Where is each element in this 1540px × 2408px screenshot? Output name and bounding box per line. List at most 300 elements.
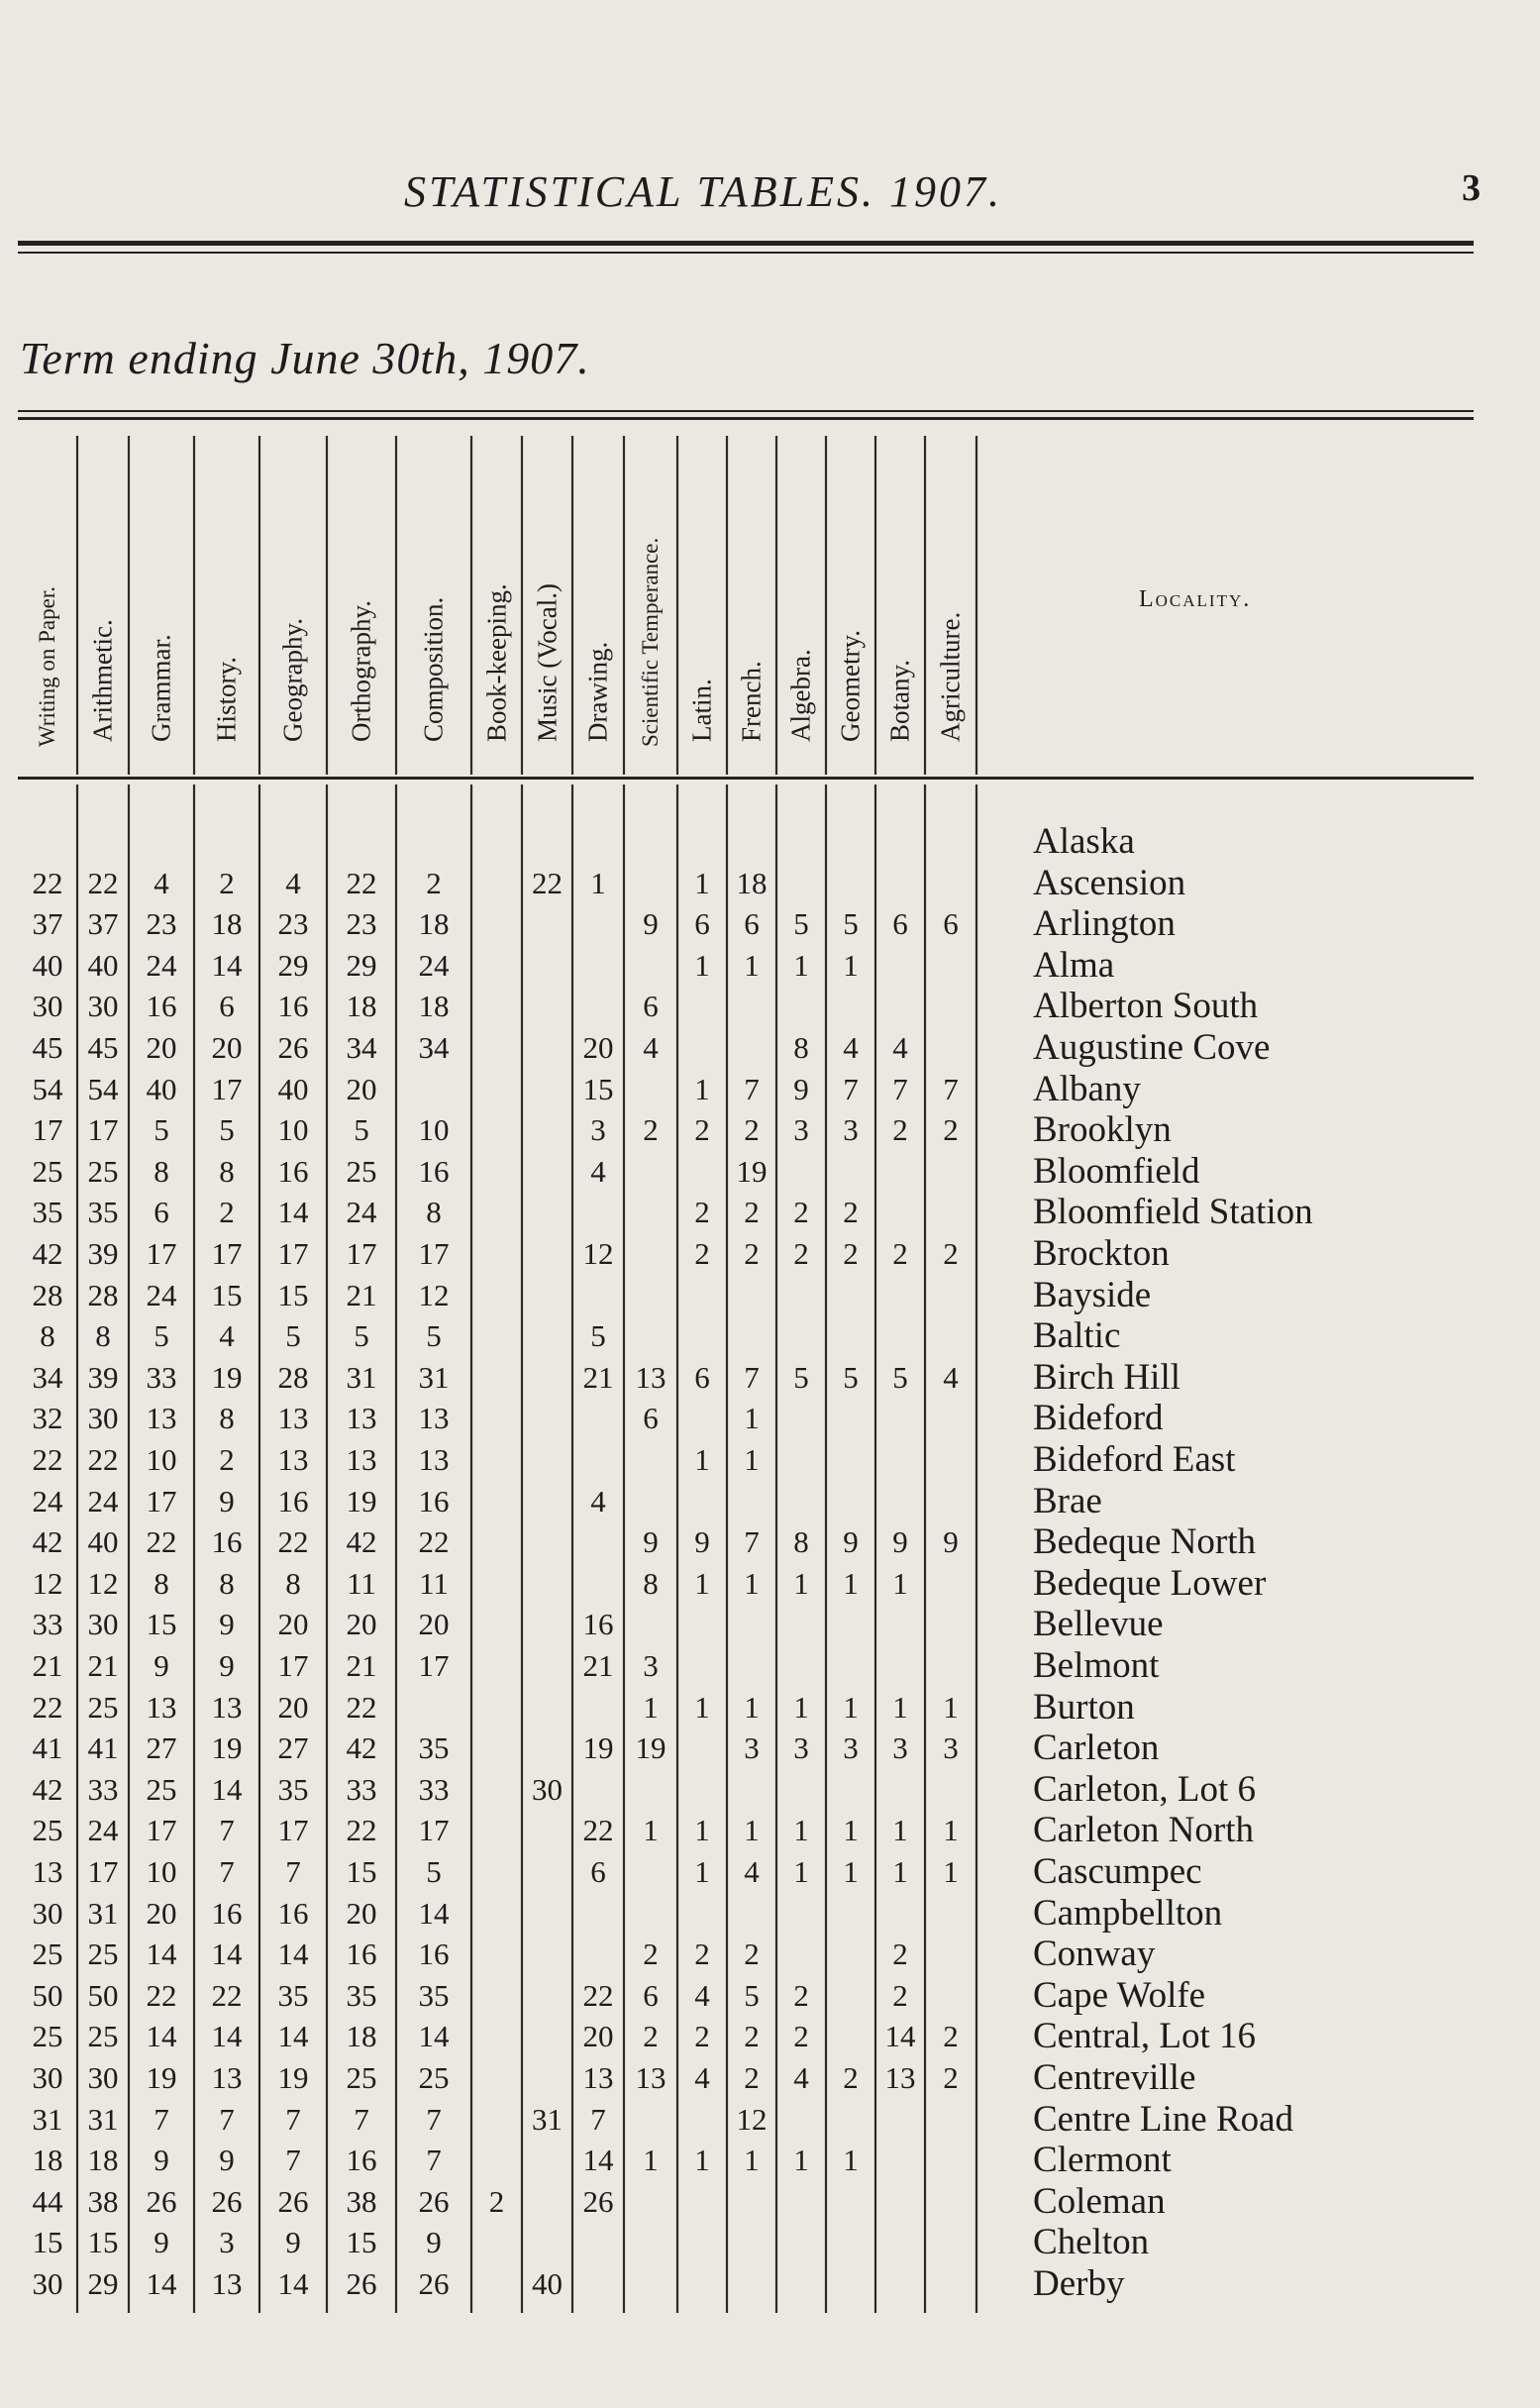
table-cell: 12 bbox=[582, 1236, 614, 1271]
table-cell: 1 bbox=[843, 1565, 859, 1601]
table-cell: 7 bbox=[426, 2143, 442, 2178]
table-cell: 24 bbox=[346, 1195, 377, 1230]
table-cell: 14 bbox=[582, 2143, 614, 2178]
table-cell: 13 bbox=[418, 1442, 450, 1477]
table-cell: 35 bbox=[277, 1771, 309, 1807]
table-cell: 25 bbox=[32, 1153, 63, 1189]
table-cell: 1 bbox=[793, 947, 809, 983]
column-header bbox=[624, 436, 677, 773]
table-cell: 8 bbox=[219, 1401, 235, 1436]
table-cell: 17 bbox=[211, 1071, 243, 1106]
table-cell: 13 bbox=[211, 2266, 243, 2301]
table-cell: 40 bbox=[277, 1071, 309, 1106]
table-cell: 12 bbox=[736, 2101, 768, 2137]
table-cell: 3 bbox=[843, 1112, 859, 1148]
table-cell: 26 bbox=[277, 2183, 309, 2219]
table-cell: 33 bbox=[146, 1359, 177, 1395]
table-cell: 2 bbox=[943, 1112, 959, 1148]
table-cell: 38 bbox=[346, 2183, 377, 2219]
table-cell: 18 bbox=[87, 2143, 119, 2178]
table-cell: 23 bbox=[146, 906, 177, 942]
locality-name: Coleman bbox=[1033, 2180, 1166, 2222]
table-cell: 20 bbox=[277, 1607, 309, 1642]
table-cell: 30 bbox=[87, 1607, 119, 1642]
top-rule-thick bbox=[18, 241, 1474, 246]
locality-name: Bideford East bbox=[1033, 1439, 1236, 1480]
locality-name: Bloomfield Station bbox=[1033, 1192, 1313, 1233]
table-cell: 35 bbox=[346, 1977, 377, 2013]
table-cell: 5 bbox=[154, 1112, 169, 1148]
table-cell: 22 bbox=[346, 1689, 377, 1725]
table-cell: 24 bbox=[87, 1813, 119, 1848]
table-cell: 2 bbox=[892, 1977, 908, 2013]
locality-name: Central, Lot 16 bbox=[1033, 2016, 1257, 2057]
table-cell: 22 bbox=[532, 865, 563, 900]
table-cell: 1 bbox=[744, 2143, 760, 2178]
table-cell: 18 bbox=[418, 906, 450, 942]
table-cell: 25 bbox=[32, 1937, 63, 1972]
table-cell: 22 bbox=[146, 1977, 177, 2013]
table-cell: 17 bbox=[211, 1236, 243, 1271]
table-cell: 8 bbox=[95, 1318, 111, 1354]
locality-name: Brooklyn bbox=[1033, 1109, 1172, 1151]
column-header-label: Algebra. bbox=[785, 649, 816, 742]
table-cell: 2 bbox=[694, 1937, 710, 1972]
table-cell: 45 bbox=[32, 1030, 63, 1065]
locality-name: Campbellton bbox=[1033, 1892, 1223, 1934]
table-cell: 31 bbox=[32, 2101, 63, 2137]
table-cell: 14 bbox=[277, 2019, 309, 2054]
table-cell: 1 bbox=[643, 1689, 659, 1725]
table-cell: 17 bbox=[418, 1813, 450, 1848]
table-cell: 3 bbox=[892, 1730, 908, 1766]
table-cell: 25 bbox=[87, 1153, 119, 1189]
table-cell: 12 bbox=[87, 1565, 119, 1601]
table-cell: 7 bbox=[285, 1854, 301, 1889]
table-cell: 40 bbox=[87, 1524, 119, 1560]
table-cell: 21 bbox=[582, 1359, 614, 1395]
table-cell: 30 bbox=[32, 1895, 63, 1931]
column-header-label: Arithmetic. bbox=[87, 619, 118, 742]
column-header-label: Drawing. bbox=[582, 641, 613, 742]
table-cell: 7 bbox=[219, 2101, 235, 2137]
table-cell: 2 bbox=[843, 1236, 859, 1271]
table-cell: 25 bbox=[32, 1813, 63, 1848]
table-cell: 40 bbox=[532, 2266, 563, 2301]
locality-name: Bideford bbox=[1033, 1398, 1164, 1439]
column-header-label: Botany. bbox=[884, 660, 915, 742]
table-cell: 15 bbox=[211, 1277, 243, 1312]
table-cell: 2 bbox=[694, 1236, 710, 1271]
table-cell: 4 bbox=[694, 2060, 710, 2095]
table-cell: 5 bbox=[744, 1977, 760, 2013]
table-cell: 2 bbox=[744, 1937, 760, 1972]
top-rule-thin bbox=[18, 252, 1474, 254]
locality-name: Bedeque North bbox=[1033, 1521, 1257, 1563]
table-cell: 1 bbox=[744, 1813, 760, 1848]
table-cell: 1 bbox=[892, 1689, 908, 1725]
table-cell: 21 bbox=[346, 1648, 377, 1683]
table-cell: 1 bbox=[793, 1813, 809, 1848]
locality-name: Conway bbox=[1033, 1934, 1156, 1975]
table-cell: 15 bbox=[32, 2225, 63, 2260]
table-cell: 14 bbox=[277, 1195, 309, 1230]
table-cell: 15 bbox=[87, 2225, 119, 2260]
column-header-label: Writing on Paper. bbox=[35, 586, 59, 747]
locality-name: Brockton bbox=[1033, 1233, 1170, 1274]
column-header-label: History. bbox=[211, 657, 242, 742]
locality-name: Birch Hill bbox=[1033, 1356, 1181, 1398]
table-cell: 1 bbox=[590, 865, 606, 900]
table-cell: 5 bbox=[793, 906, 809, 942]
term-subtitle: Term ending June 30th, 1907. bbox=[20, 333, 590, 383]
locality-name: Augustine Cove bbox=[1033, 1027, 1271, 1068]
table-cell: 32 bbox=[32, 1401, 63, 1436]
column-header bbox=[327, 436, 396, 773]
column-header bbox=[826, 436, 875, 773]
table-cell: 1 bbox=[694, 1565, 710, 1601]
table-cell: 13 bbox=[277, 1401, 309, 1436]
locality-name: Bedeque Lower bbox=[1033, 1562, 1267, 1604]
table-cell: 2 bbox=[892, 1112, 908, 1148]
table-cell: 3 bbox=[943, 1730, 959, 1766]
table-cell: 20 bbox=[146, 1030, 177, 1065]
table-cell: 45 bbox=[87, 1030, 119, 1065]
table-cell: 7 bbox=[843, 1071, 859, 1106]
table-cell: 22 bbox=[346, 1813, 377, 1848]
table-cell: 13 bbox=[32, 1854, 63, 1889]
column-header bbox=[925, 436, 976, 773]
table-cell: 33 bbox=[346, 1771, 377, 1807]
table-cell: 1 bbox=[843, 947, 859, 983]
locality-name: Carleton North bbox=[1033, 1810, 1254, 1851]
table-cell: 31 bbox=[346, 1359, 377, 1395]
table-cell: 19 bbox=[146, 2060, 177, 2095]
table-cell: 16 bbox=[277, 1483, 309, 1518]
locality-name: Brae bbox=[1033, 1480, 1102, 1521]
table-cell: 4 bbox=[744, 1854, 760, 1889]
table-cell: 13 bbox=[146, 1401, 177, 1436]
table-cell: 5 bbox=[843, 906, 859, 942]
table-cell: 27 bbox=[277, 1730, 309, 1766]
table-cell: 7 bbox=[426, 2101, 442, 2137]
locality-header: Locality. bbox=[1139, 586, 1252, 612]
table-cell: 15 bbox=[146, 1607, 177, 1642]
table-cell: 2 bbox=[892, 1236, 908, 1271]
table-cell: 1 bbox=[892, 1813, 908, 1848]
column-header bbox=[522, 436, 572, 773]
column-header-label: Grammar. bbox=[146, 634, 176, 742]
locality-name: Baltic bbox=[1033, 1315, 1121, 1357]
locality-name: Cape Wolfe bbox=[1033, 1974, 1206, 2016]
table-cell: 8 bbox=[154, 1565, 169, 1601]
locality-name: Albany bbox=[1033, 1068, 1141, 1109]
table-cell: 2 bbox=[426, 865, 442, 900]
table-cell: 42 bbox=[32, 1236, 63, 1271]
table-cell: 5 bbox=[426, 1854, 442, 1889]
table-cell: 41 bbox=[87, 1730, 119, 1766]
table-cell: 14 bbox=[418, 1895, 450, 1931]
table-cell: 1 bbox=[694, 947, 710, 983]
table-cell: 37 bbox=[32, 906, 63, 942]
table-cell: 3 bbox=[590, 1112, 606, 1148]
locality-name: Cascumpec bbox=[1033, 1851, 1202, 1892]
table-cell: 4 bbox=[892, 1030, 908, 1065]
column-header bbox=[194, 436, 259, 773]
table-cell: 11 bbox=[347, 1565, 376, 1601]
locality-name: Arlington bbox=[1033, 903, 1176, 945]
column-header bbox=[129, 436, 194, 773]
header-bottom-rule bbox=[18, 777, 1474, 780]
table-cell: 12 bbox=[418, 1277, 450, 1312]
table-cell: 7 bbox=[744, 1524, 760, 1560]
table-cell: 16 bbox=[582, 1607, 614, 1642]
table-cell: 2 bbox=[219, 1442, 235, 1477]
table-cell: 4 bbox=[793, 2060, 809, 2095]
table-cell: 2 bbox=[643, 2019, 659, 2054]
table-cell: 2 bbox=[694, 2019, 710, 2054]
table-cell: 9 bbox=[154, 2225, 169, 2260]
table-cell: 25 bbox=[418, 2060, 450, 2095]
table-cell: 1 bbox=[694, 2143, 710, 2178]
table-cell: 17 bbox=[346, 1236, 377, 1271]
table-cell: 4 bbox=[694, 1977, 710, 2013]
column-header-label: Music (Vocal.) bbox=[532, 583, 562, 742]
table-cell: 3 bbox=[793, 1730, 809, 1766]
table-cell: 2 bbox=[793, 1236, 809, 1271]
table-cell: 1 bbox=[744, 947, 760, 983]
table-cell: 25 bbox=[87, 1689, 119, 1725]
locality-name: Ascension bbox=[1033, 862, 1186, 903]
column-header bbox=[396, 436, 471, 773]
table-cell: 16 bbox=[418, 1937, 450, 1972]
table-cell: 31 bbox=[532, 2101, 563, 2137]
table-cell: 13 bbox=[346, 1401, 377, 1436]
table-cell: 1 bbox=[943, 1854, 959, 1889]
locality-name: Burton bbox=[1033, 1686, 1135, 1727]
table-cell: 1 bbox=[943, 1813, 959, 1848]
column-header-label: Orthography. bbox=[346, 600, 376, 742]
table-cell: 4 bbox=[590, 1153, 606, 1189]
table-cell: 14 bbox=[211, 1937, 243, 1972]
table-cell: 7 bbox=[285, 2101, 301, 2137]
table-cell: 26 bbox=[211, 2183, 243, 2219]
table-cell: 20 bbox=[346, 1895, 377, 1931]
table-cell: 23 bbox=[277, 906, 309, 942]
table-cell: 2 bbox=[943, 1236, 959, 1271]
table-cell: 54 bbox=[32, 1071, 63, 1106]
column-header-label: Scientific Temperance. bbox=[638, 537, 663, 747]
table-cell: 13 bbox=[211, 2060, 243, 2095]
table-cell: 27 bbox=[146, 1730, 177, 1766]
table-cell: 17 bbox=[146, 1236, 177, 1271]
table-cell: 14 bbox=[211, 2019, 243, 2054]
table-cell: 35 bbox=[418, 1977, 450, 2013]
table-cell: 13 bbox=[211, 1689, 243, 1725]
table-cell: 30 bbox=[32, 2060, 63, 2095]
table-cell: 14 bbox=[884, 2019, 916, 2054]
table-cell: 16 bbox=[277, 989, 309, 1024]
table-cell: 7 bbox=[744, 1071, 760, 1106]
table-cell: 14 bbox=[146, 2019, 177, 2054]
table-cell: 8 bbox=[219, 1565, 235, 1601]
table-cell: 5 bbox=[892, 1359, 908, 1395]
column-header-label: Latin. bbox=[686, 679, 717, 742]
table-cell: 20 bbox=[211, 1030, 243, 1065]
table-cell: 7 bbox=[943, 1071, 959, 1106]
table-cell: 19 bbox=[635, 1730, 667, 1766]
table-cell: 38 bbox=[87, 2183, 119, 2219]
table-cell: 16 bbox=[346, 1937, 377, 1972]
table-cell: 16 bbox=[418, 1153, 450, 1189]
table-cell: 20 bbox=[346, 1071, 377, 1106]
table-cell: 2 bbox=[744, 2019, 760, 2054]
table-cell: 4 bbox=[285, 865, 301, 900]
table-cell: 2 bbox=[943, 2060, 959, 2095]
table-cell: 13 bbox=[635, 1359, 667, 1395]
table-cell: 42 bbox=[346, 1730, 377, 1766]
table-cell: 26 bbox=[346, 2266, 377, 2301]
table-cell: 35 bbox=[277, 1977, 309, 2013]
table-cell: 11 bbox=[419, 1565, 449, 1601]
table-cell: 22 bbox=[582, 1977, 614, 2013]
table-cell: 22 bbox=[32, 1442, 63, 1477]
table-cell: 30 bbox=[87, 989, 119, 1024]
table-cell: 22 bbox=[146, 1524, 177, 1560]
table-cell: 29 bbox=[277, 947, 309, 983]
table-cell: 18 bbox=[32, 2143, 63, 2178]
table-cell: 1 bbox=[892, 1565, 908, 1601]
table-cell: 4 bbox=[590, 1483, 606, 1518]
column-header bbox=[677, 436, 727, 773]
table-cell: 22 bbox=[418, 1524, 450, 1560]
table-cell: 1 bbox=[694, 1813, 710, 1848]
table-cell: 5 bbox=[354, 1112, 369, 1148]
locality-name: Centreville bbox=[1033, 2057, 1196, 2098]
table-cell: 25 bbox=[146, 1771, 177, 1807]
table-cell: 14 bbox=[211, 947, 243, 983]
table-cell: 16 bbox=[211, 1895, 243, 1931]
table-cell: 14 bbox=[277, 1937, 309, 1972]
table-cell: 16 bbox=[211, 1524, 243, 1560]
table-cell: 19 bbox=[211, 1730, 243, 1766]
table-cell: 1 bbox=[843, 2143, 859, 2178]
table-cell: 5 bbox=[426, 1318, 442, 1354]
table-cell: 35 bbox=[418, 1730, 450, 1766]
table-cell: 9 bbox=[285, 2225, 301, 2260]
table-cell: 9 bbox=[793, 1071, 809, 1106]
table-cell: 2 bbox=[694, 1112, 710, 1148]
table-cell: 8 bbox=[40, 1318, 55, 1354]
table-cell: 7 bbox=[744, 1359, 760, 1395]
table-cell: 6 bbox=[154, 1195, 169, 1230]
table-cell: 8 bbox=[285, 1565, 301, 1601]
locality-name: Alberton South bbox=[1033, 986, 1259, 1027]
table-cell: 25 bbox=[346, 2060, 377, 2095]
table-cell: 22 bbox=[87, 1442, 119, 1477]
column-header-label: Agriculture. bbox=[935, 611, 966, 742]
table-cell: 6 bbox=[643, 989, 659, 1024]
column-header bbox=[572, 436, 624, 773]
running-title: STATISTICAL TABLES. 1907. bbox=[404, 167, 1002, 216]
table-cell: 17 bbox=[32, 1112, 63, 1148]
table-cell: 24 bbox=[87, 1483, 119, 1518]
table-cell: 17 bbox=[277, 1648, 309, 1683]
table-cell: 2 bbox=[643, 1937, 659, 1972]
table-cell: 7 bbox=[219, 1854, 235, 1889]
table-cell: 37 bbox=[87, 906, 119, 942]
table-cell: 17 bbox=[146, 1483, 177, 1518]
table-cell: 14 bbox=[146, 2266, 177, 2301]
table-cell: 1 bbox=[694, 1071, 710, 1106]
table-cell: 19 bbox=[346, 1483, 377, 1518]
table-cell: 24 bbox=[418, 947, 450, 983]
table-cell: 10 bbox=[146, 1442, 177, 1477]
table-cell: 9 bbox=[843, 1524, 859, 1560]
table-cell: 42 bbox=[346, 1524, 377, 1560]
table-cell: 8 bbox=[154, 1153, 169, 1189]
table-cell: 9 bbox=[892, 1524, 908, 1560]
table-cell: 1 bbox=[793, 1854, 809, 1889]
table-cell: 21 bbox=[582, 1648, 614, 1683]
table-cell: 1 bbox=[643, 1813, 659, 1848]
table-cell: 29 bbox=[346, 947, 377, 983]
table-cell: 30 bbox=[32, 2266, 63, 2301]
table-cell: 40 bbox=[87, 947, 119, 983]
table-cell: 1 bbox=[843, 1689, 859, 1725]
table-cell: 5 bbox=[590, 1318, 606, 1354]
table-cell: 2 bbox=[694, 1195, 710, 1230]
table-cell: 2 bbox=[843, 2060, 859, 2095]
table-cell: 17 bbox=[87, 1112, 119, 1148]
column-header bbox=[77, 436, 129, 773]
table-top-rule bbox=[18, 410, 1474, 412]
table-cell: 6 bbox=[219, 989, 235, 1024]
table-cell: 17 bbox=[146, 1813, 177, 1848]
table-cell: 17 bbox=[87, 1854, 119, 1889]
table-cell: 6 bbox=[892, 906, 908, 942]
table-cell: 4 bbox=[219, 1318, 235, 1354]
table-cell: 40 bbox=[32, 947, 63, 983]
locality-name: Carleton, Lot 6 bbox=[1033, 1768, 1257, 1810]
locality-name: Clermont bbox=[1033, 2140, 1172, 2181]
table-cell: 25 bbox=[346, 1153, 377, 1189]
table-cell: 17 bbox=[277, 1236, 309, 1271]
table-cell: 20 bbox=[146, 1895, 177, 1931]
table-cell: 13 bbox=[277, 1442, 309, 1477]
table-cell: 9 bbox=[219, 2143, 235, 2178]
column-header bbox=[18, 436, 77, 773]
table-cell: 40 bbox=[146, 1071, 177, 1106]
table-cell: 13 bbox=[346, 1442, 377, 1477]
table-cell: 30 bbox=[87, 1401, 119, 1436]
table-cell: 9 bbox=[643, 906, 659, 942]
table-cell: 12 bbox=[32, 1565, 63, 1601]
table-cell: 8 bbox=[643, 1565, 659, 1601]
table-cell: 28 bbox=[32, 1277, 63, 1312]
table-cell: 6 bbox=[943, 906, 959, 942]
table-cell: 22 bbox=[87, 865, 119, 900]
locality-name: Bloomfield bbox=[1033, 1150, 1200, 1192]
table-cell: 34 bbox=[418, 1030, 450, 1065]
table-cell: 24 bbox=[146, 1277, 177, 1312]
table-cell: 15 bbox=[346, 1854, 377, 1889]
column-header bbox=[727, 436, 776, 773]
table-cell: 2 bbox=[843, 1195, 859, 1230]
table-cell: 16 bbox=[418, 1483, 450, 1518]
table-cell: 5 bbox=[285, 1318, 301, 1354]
table-cell: 30 bbox=[32, 989, 63, 1024]
